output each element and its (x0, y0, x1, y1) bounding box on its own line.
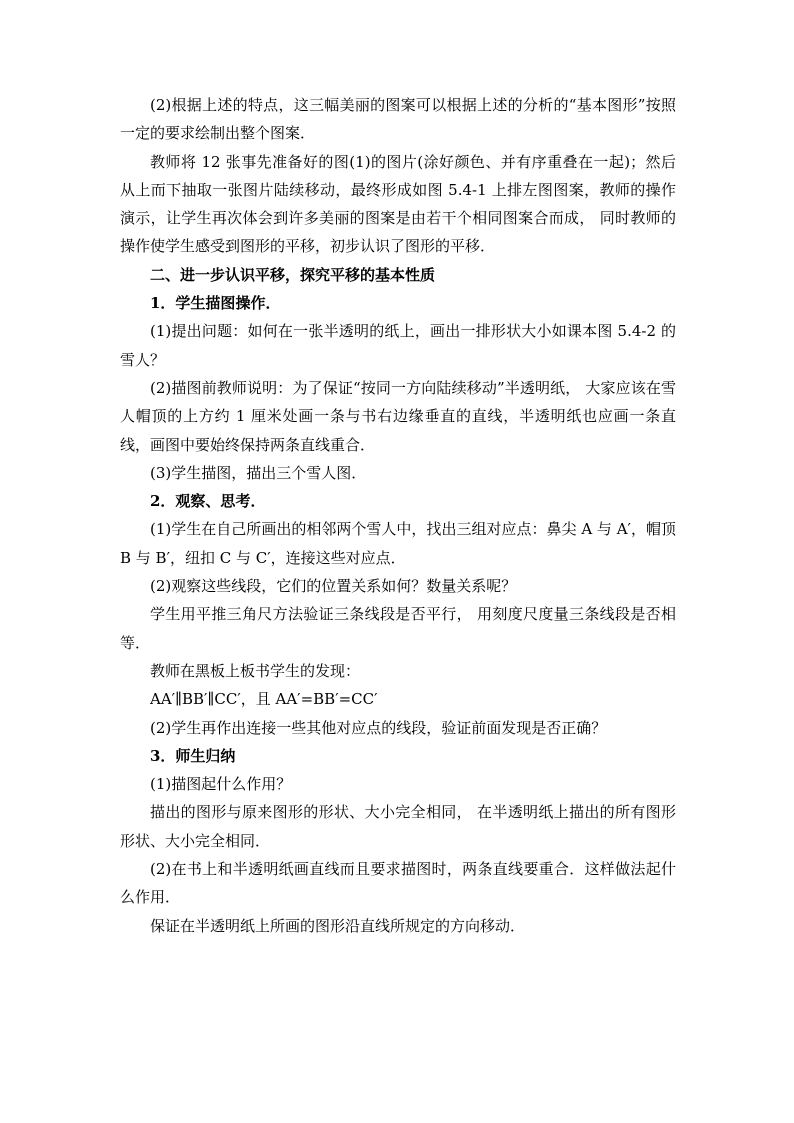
section-heading: 二、进一步认识平移，探究平移的基本性质 (150, 265, 436, 284)
document-page (120, 91, 676, 940)
paragraph: 学生用平推三角尺方法验证三条线段是否平行， 用刻度尺度量三条线段是否相等． (120, 605, 676, 652)
paragraph: (2)学生再作出连接一些其他对应点的线段，验证前面发现是否正确？ (150, 718, 607, 737)
paragraph: (1)提出问题：如何在一张半透明的纸上，画出一排形状大小如课本图 5.4-2 的雪人？ (120, 322, 676, 369)
paragraph: (2)根据上述的特点，这三幅美丽的图案可以根据上述的分析的“基本图形”按照一定的要求绘制出整个图案． (120, 96, 676, 143)
subsection-heading: 1．学生描图操作． (150, 294, 281, 313)
paragraph: (2)观察这些线段，它们的位置关系如何？数量关系呢？ (150, 577, 517, 596)
subsection-heading: 2．观察、思考． (150, 492, 266, 511)
paragraph: (3)学生描图，描出三个雪人图． (150, 463, 367, 482)
paragraph: (1)学生在自己所画出的相邻两个雪人中，找出三组对应点：鼻尖 A 与 A′，帽顶 B 与 B′，纽扣 C 与 C′，连接这些对应点． (120, 520, 676, 567)
paragraph: (2)描图前教师说明：为了保证“按同一方向陆续移动”半透明纸， 大家应该在雪人帽顶的上方约 1 厘米处画一条与书右边缘垂直的直线，半透明纸也应画一条直线，画图中要始终保持两条直线重合． (120, 378, 676, 454)
paragraph: 描出的图形与原来图形的形状、大小完全相同， 在半透明纸上描出的所有图形形状、大小完全相同． (120, 803, 676, 850)
subsection-heading: 3．师生归纳 (150, 746, 236, 765)
paragraph: (1)描图起什么作用？ (150, 775, 292, 794)
paragraph: 教师将 12 张事先准备好的图(1)的图片(涂好颜色、并有序重叠在一起)；然后从上而下抽取一张图片陆续移动，最终形成如图 5.4-1 上排左图图案，教师的操作演示，让学生再次体会到许多美丽的图案是由若干个相同图案合而成， 同时教师的操作使学生感受到图形的平移，初步认识了图形的平移． (120, 152, 676, 256)
formula-line: AA′∥BB′∥CC′，且 AA′=BB′=CC′ (150, 690, 378, 709)
paragraph: 保证在半透明纸上所画的图形沿直线所规定的方向移动． (150, 916, 526, 935)
paragraph: (2)在书上和半透明纸画直线而且要求描图时，两条直线要重合．这样做法起什么作用． (120, 860, 676, 907)
paragraph: 教师在黑板上板书学生的发现： (150, 661, 361, 680)
